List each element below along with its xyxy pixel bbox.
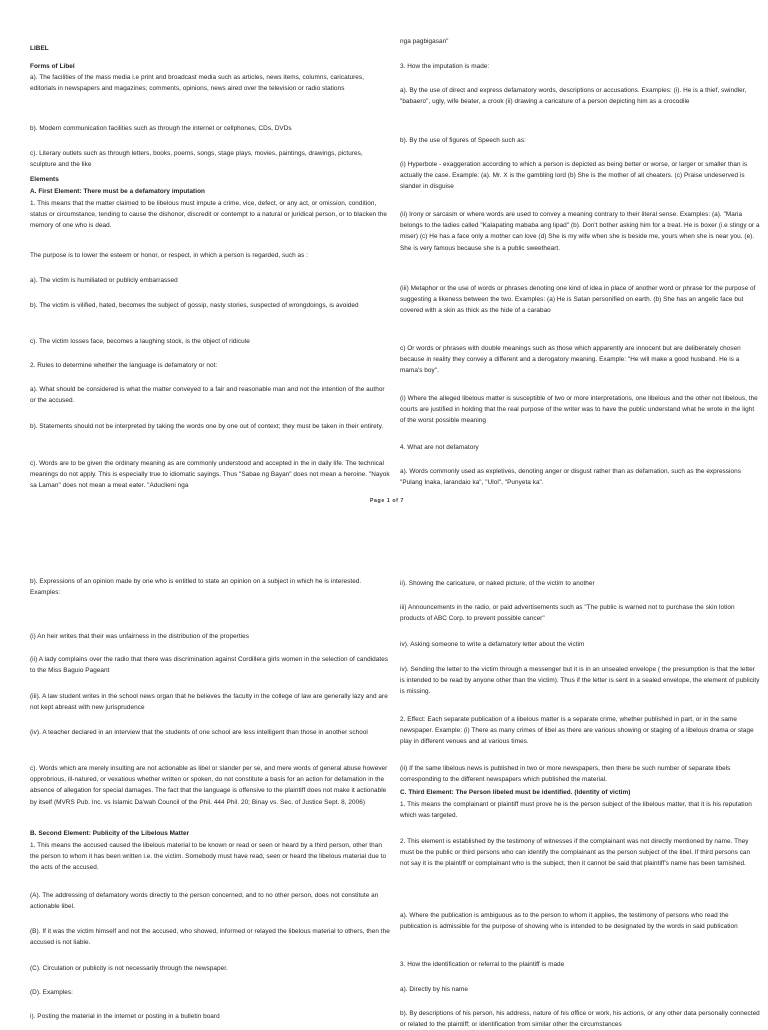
text-block [400,799,760,821]
paragraph: nga pagbigasan" [400,38,449,45]
paragraph: b). Expressions of an opinion made by one who is entitled to state an opinion on a subject in which he is interested. Examples: [30,578,362,597]
section-heading: Forms of Libel [30,63,75,70]
paragraph: 2. Effect: Each separate publication of a libelous matter is a separate crime, whether published in part, or in the same newspaper. Example: (i) There as many crimes of libel as there are various showing or staging of a libelous drama or stage play in different venues and at various times. [400,716,754,746]
text-block [30,61,390,72]
text-block [30,890,390,912]
text-block [400,639,760,650]
text-block [400,135,760,146]
paragraph: (i) Hyperbole - exaggeration according to which a person is depicted as being better or worse, or larger or smaller than is actually the case. Example: (a). Mr. X is the gambling lord (b) She is the mother of all cheaters. (c) Praise undeserved is slander in disguise [400,161,748,191]
paragraph: (C). Circulation or publicity is not necessarily through the newspaper. [30,965,228,972]
text-block [30,384,390,406]
text-block [400,466,760,488]
paragraph: (iii) Metaphor or the use of words or phrases denoting one kind of idea in place of another word or phrase for the purpose of suggesting a likeness between the two. Examples: (a) He is Satan personified on earth. (b) She has an angelic face but covered with a skin as thick as the hide of a carabao [400,285,756,315]
text-block [400,343,760,377]
paragraph: c). The victim losses face, becomes a laughing stock, is the object of ridicule [30,338,250,345]
page-footer: Page 1 of 7 [370,498,404,504]
text-block [30,186,390,197]
section-heading: B. Second Element: Publicity of the Libelous Matter [30,830,190,837]
paragraph: b). By the use of figures of Speech such as: [400,137,526,144]
text-block [400,36,760,47]
paragraph: iv). Sending the letter to the victim through a messenger but it is in an unsealed envelope ( the presumption is that the letter is intended to be read by anyone other than the victim). Thus if the letter is sent in a sealed envelope, the element of publicity is missing. [400,666,760,696]
text-block [400,61,760,72]
paragraph: i). Posting the material in the internet or posting in a bulletin board [30,1013,220,1020]
paragraph: c). Words which are merely insulting are not actionable as libel or slander per se, and mere words of general abuse however opprobrious, ill-natured, or vexatious whether written or spoken, do not constitute a basis for an action for defamation in the absence of allegation for special damages. The fact that the language is offensive to the plaintiff does not make it actionable by itself (MVRS Pub. Inc. vs Islamic Da'wah Council of the Phil. 444 Phil. 20; Binay vs. Sec. of Justice Sept. 8, 2006) [30,765,388,806]
text-block [30,840,390,874]
text-block [400,602,760,624]
text-block [30,300,390,311]
text-block [30,123,390,134]
text-block [30,198,390,232]
paragraph: (ii) Irony or sarcasm or where words are used to convey a meaning contrary to their literal sense. Examples: (a). "Maria belongs to the ladies called "Kalapating mababa ang lipad" (b). Don't bother asking him for a treat. He is boxer (i.e stingy or a miser) (c) He has a face only a mother can love (d) She is my wife when she is beside me, yours when she is near you. (e). She is very famous because she is a public sweetheart. [400,211,760,252]
text-block [30,275,390,286]
paragraph: iv). Asking someone to write a defamatory letter about the victim [400,641,585,648]
paragraph: (i) An heir writes that their was unfairness in the distribution of the properties [30,633,249,640]
paragraph: 2. This element is established by the testimony of witnesses if the complainant was not directly mentioned by name. They must be the public or third persons who can identify the complainant as the person subject of the libel. If third persons can not say it is the plaintiff or complainant who is the subject, then it cannot be said that plaintiff's name has been tarnished. [400,838,751,868]
paragraph: (ii) If the same libelous news is published in two or more newspapers, then there be such number of separate libels corresponding to the different newspapers which published the material. [400,765,731,784]
text-block [400,578,760,589]
text-block [30,828,390,839]
paragraph: The purpose is to lower the esteem or honor, or respect, in which a person is regarded, such as : [30,252,309,259]
text-block [400,283,760,317]
paragraph: b). The victim is vilified, hated, becomes the subject of gossip, nasty stories, suspected of wrongdoings, is avoided [30,302,359,309]
paragraph: a). The facilities of the mass media i.e print and broadcast media such as articles, news items, columns, caricatures, editorials in newspapers and magazines; comments, opinions, news aired over the television or radio stations [30,74,364,93]
paragraph: b). By descriptions of his person, his address, nature of his office or work, his actions, or any other data personally connected or related to the plaintiff; or identification from similar other the circumstances [400,1010,760,1029]
text-block [30,963,390,974]
text-block [30,458,390,492]
text-block [30,148,390,170]
paragraph: c) Or words or phrases with double meanings such as those which apparently are innocent but are deliberately chosen because in reality they convey a different and a derogatory meaning. Example: "He will make a good husband. He is a mama's boy". [400,345,741,375]
text-block [30,727,390,738]
paragraph: 1. This means the accused caused the libelous material to be known or read or seen or heard by a third person, other than the person to whom it has been written i.e. the victim. Somebody must have read, seen or heard the libelous material due to the acts of the accused. [30,842,387,872]
text-block [400,959,760,970]
paragraph: iii) Announcements in the radio, or paid advertisements such as "The public is warned not to purchase the skin lotion products of ABC Corp. to prevent possible cancer" [400,604,735,623]
document-page-1 [0,0,768,512]
text-block [400,763,760,785]
text-block [400,714,760,748]
paragraph: c). Words are to be given the ordinary meaning as are commonly understood and accepted in the in daily life. The technical meanings do not apply. This is especially true to idiomatic sayings. Thus "Sabae ng Bayan" does not mean a heroine. "Nayok sa Laman" does not mean a meat eater. "Aduclieni nga [30,460,390,490]
section-heading: LIBEL [30,45,49,52]
text-block [400,787,760,798]
paragraph: (ii) A lady complains over the radio that there was discrimination against Cordillera girls women in the selection of candidates to the Miss Baguio Pageant [30,656,389,675]
text-block [30,174,390,185]
text-block [30,421,390,432]
paragraph: a). Directly by his name [400,986,468,993]
paragraph: b). Statements should not be interpreted by taking the words one by one out of context; they must be taken in their entirety. [30,423,384,430]
text-block [30,763,390,808]
section-heading: A. First Element: There must be a defamatory imputation [30,188,205,195]
text-block [30,576,390,598]
paragraph: (B). If it was the victim himself and not the accused, who showed, informed or relayed the libelous material to others, then the accused is not liable. [30,928,390,947]
document-page-2 [0,556,768,1029]
paragraph: a). What should be considered is what the matter conveyed to a fair and reasonable man and not the intention of the author or the accused. [30,386,385,405]
paragraph: 3. How the imputation is made: [400,63,490,70]
section-heading: Elements [30,176,59,183]
text-block [30,987,390,998]
text-block [400,910,760,932]
page-gap [0,512,768,556]
text-block [30,631,390,642]
text-block [30,926,390,948]
paragraph: 2. Rules to determine whether the language is defamatory or not: [30,362,218,369]
text-block [30,1011,390,1022]
paragraph: 4. What are not defamatory [400,444,479,451]
text-block [30,72,390,94]
paragraph: (i) Where the alleged libelous matter is susceptible of two or more interpretations, one libelous and the other not libelous, the courts are justified in holding that the real purpose of the writer was to have the public understand what he wrote in the light of the worst possible meaning [400,395,758,425]
text-block [400,442,760,453]
text-block [30,654,390,676]
paragraph: 1. This means that the matter claimed to be libelous must impute a crime, vice, defect, or any act, or omission, condition, status or circumstance, tending to cause the dishonor, discredit or contempt to a natural or juridical person, or to blacken the memory of one who is dead. [30,200,388,230]
text-block [30,250,390,261]
text-block [30,43,390,54]
text-block [400,664,760,698]
text-block [400,393,760,427]
paragraph: ii). Showing the caricature, or naked picture, of the victim to another [400,580,595,587]
paragraph: (A). The addressing of defamatory words directly to the person concerned, and to no other person, does not constitute an actionable libel. [30,892,379,911]
paragraph: 1. This means the complainant or plaintiff must prove he is the person subject of the libelous matter, that it is his reputation which was targeted. [400,801,752,820]
paragraph: 3. How the identification or referral to the plaintiff is made [400,961,565,968]
text-block [30,336,390,347]
paragraph: a). Words commonly used as expletives, denoting anger or disgust rather than as defamation, such as the expressions "Pulang Inaka, larandaio ka", "Ulol", "Punyeta ka". [400,468,741,487]
paragraph: a). By the use of direct and express defamatory words, descriptions or accusations. Examples: (i). He is a thief, swindler, "babaero", ugly, wife beater, a crook (ii) drawing a caricature of a person depicting him as a crocodile [400,87,747,106]
paragraph: (D). Examples: [30,989,73,996]
paragraph: a). The victim is humiliated or publicly embarrassed [30,277,178,284]
paragraph: b). Modern communication facilities such as through the internet or cellphones, CDs, DVDs [30,125,292,132]
text-block [400,159,760,193]
text-block [400,1008,760,1030]
text-block [400,85,760,107]
text-block [30,360,390,371]
paragraph: c). Literary outlets such as through letters, books, poems, songs, stage plays, movies, paintings, drawings, pictures, sculpture and the like [30,150,363,169]
text-block [400,209,760,254]
text-block [400,836,760,870]
paragraph: (iv). A teacher declared in an interview that the students of one school are less intelligent than those in another school [30,729,368,736]
text-block [400,984,760,995]
paragraph: a). Where the publication is ambiguous as to the person to whom it applies, the testimony of persons who read the publication is admissible for the purpose of showing who is intended to be designated by the words in said publication [400,912,738,931]
text-block [30,691,390,713]
section-heading: C. Third Element: The Person libeled must be identified. (Identity of victim) [400,789,631,796]
paragraph: (iii). A law student writes in the school news organ that he believes the faculty in the college of law are generally lazy and are not kept abreast with new jurisprudence [30,693,388,712]
